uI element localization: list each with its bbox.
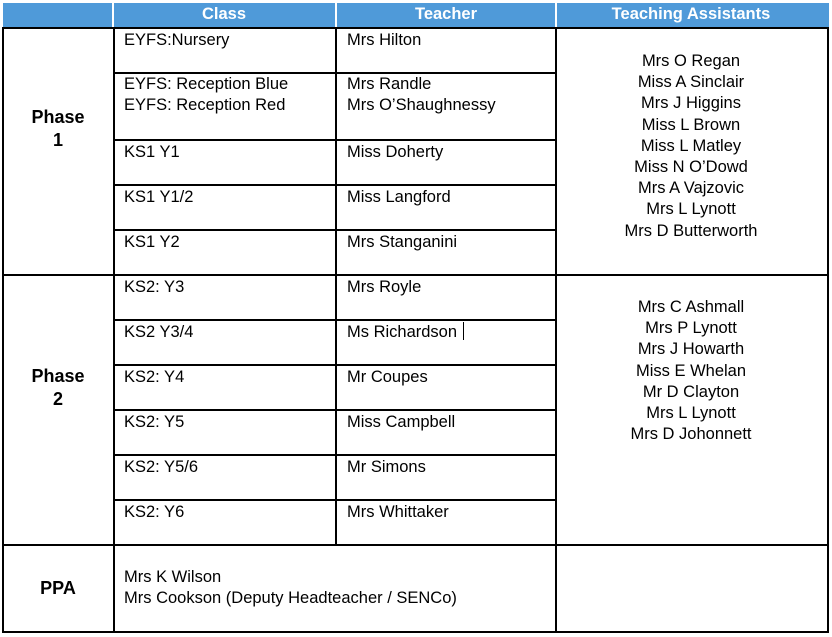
grid-line — [113, 409, 556, 411]
class-cell: KS1 Y1/2 — [124, 188, 194, 206]
grid-line — [2, 274, 829, 276]
grid-line — [2, 27, 829, 29]
header-divider — [555, 3, 557, 27]
phase-1-label — [3, 106, 113, 152]
assistant-name: Miss L Brown — [641, 115, 741, 134]
class-cell: KS2: Y5 — [124, 413, 185, 431]
grid-line — [113, 454, 556, 456]
assistant-name: Mrs P Lynott — [645, 319, 737, 338]
assistant-name: Miss L Matley — [640, 136, 742, 155]
ppa-line-2: Mrs Cookson (Deputy Headteacher / SENCo) — [124, 589, 457, 607]
phase-2-title: Phase — [31, 366, 85, 386]
assistant-name: Mrs D Johonnett — [630, 425, 752, 444]
assistant-name: Miss A Sinclair — [637, 73, 745, 92]
phase-2-number: 2 — [52, 389, 63, 409]
phase-1-number: 1 — [52, 130, 63, 150]
grid-line — [113, 184, 556, 186]
phase-2-assistants — [557, 297, 825, 445]
assistant-name: Mrs J Howarth — [637, 340, 745, 359]
grid-line — [113, 364, 556, 366]
class-cell: KS1 Y2 — [124, 233, 180, 251]
ppa-line-1: Mrs K Wilson — [124, 568, 222, 586]
class-cell: KS2: Y6 — [124, 503, 185, 521]
text-cursor — [463, 322, 464, 340]
class-cell: KS2 Y3/4 — [124, 323, 194, 341]
assistant-name: Miss N O’Dowd — [634, 158, 748, 177]
teacher-cell-with-cursor[interactable] — [347, 322, 464, 343]
header-teaching-assistants: Teaching Assistants — [611, 5, 771, 23]
assistant-name: Miss E Whelan — [635, 361, 747, 380]
assistant-name: Mrs L Lynott — [646, 404, 736, 423]
assistant-name: Mrs O Regan — [641, 52, 741, 70]
teacher-cell: Mrs Hilton — [347, 31, 422, 49]
grid-line — [113, 319, 556, 321]
class-cell: KS2: Y3 — [124, 278, 185, 296]
grid-line — [2, 631, 829, 633]
assistant-name: Mr D Clayton — [642, 382, 740, 401]
teacher-cell: Mr Coupes — [347, 368, 428, 386]
header-divider — [112, 3, 114, 27]
class-cell: EYFS: Reception Red — [124, 96, 286, 114]
phase-1-assistants — [557, 51, 825, 242]
ppa-label: PPA — [40, 578, 76, 598]
assistant-name: Mrs D Butterworth — [624, 221, 758, 240]
teacher-cell: Mrs Whittaker — [347, 503, 449, 521]
header-teacher: Teacher — [414, 5, 478, 23]
header-class: Class — [201, 5, 247, 23]
grid-line — [2, 544, 829, 546]
class-cell: KS1 Y1 — [124, 143, 180, 161]
class-cell: EYFS: Reception Blue — [124, 75, 289, 93]
phase-1-title: Phase — [31, 107, 85, 127]
class-cell: KS2: Y4 — [124, 368, 185, 386]
assistant-name: Mrs A Vajzovic — [637, 179, 745, 198]
assistant-name: Mrs L Lynott — [646, 200, 736, 219]
class-cell: KS2: Y5/6 — [124, 458, 199, 476]
phase-2-label — [3, 365, 113, 411]
grid-line — [827, 27, 829, 633]
teacher-cell: Mrs O’Shaughnessy — [347, 96, 496, 114]
grid-line — [113, 229, 556, 231]
teacher-cell: Miss Campbell — [347, 413, 456, 431]
teacher-cell: Miss Doherty — [347, 143, 444, 161]
grid-line — [113, 139, 556, 141]
teacher-cell: Mr Simons — [347, 458, 426, 476]
teacher-cell: Mrs Stanganini — [347, 233, 458, 251]
assistant-name: Mrs C Ashmall — [637, 298, 745, 316]
class-cell: EYFS:Nursery — [124, 31, 230, 49]
grid-line — [113, 27, 115, 633]
teacher-cell: Mrs Randle — [347, 75, 432, 93]
header-divider — [335, 3, 337, 27]
grid-line — [335, 27, 337, 545]
assistant-name: Mrs J Higgins — [641, 94, 741, 113]
grid-line — [113, 499, 556, 501]
teacher-cell: Ms Richardson — [347, 323, 458, 341]
teacher-cell: Miss Langford — [347, 188, 451, 206]
teacher-cell: Mrs Royle — [347, 278, 422, 296]
